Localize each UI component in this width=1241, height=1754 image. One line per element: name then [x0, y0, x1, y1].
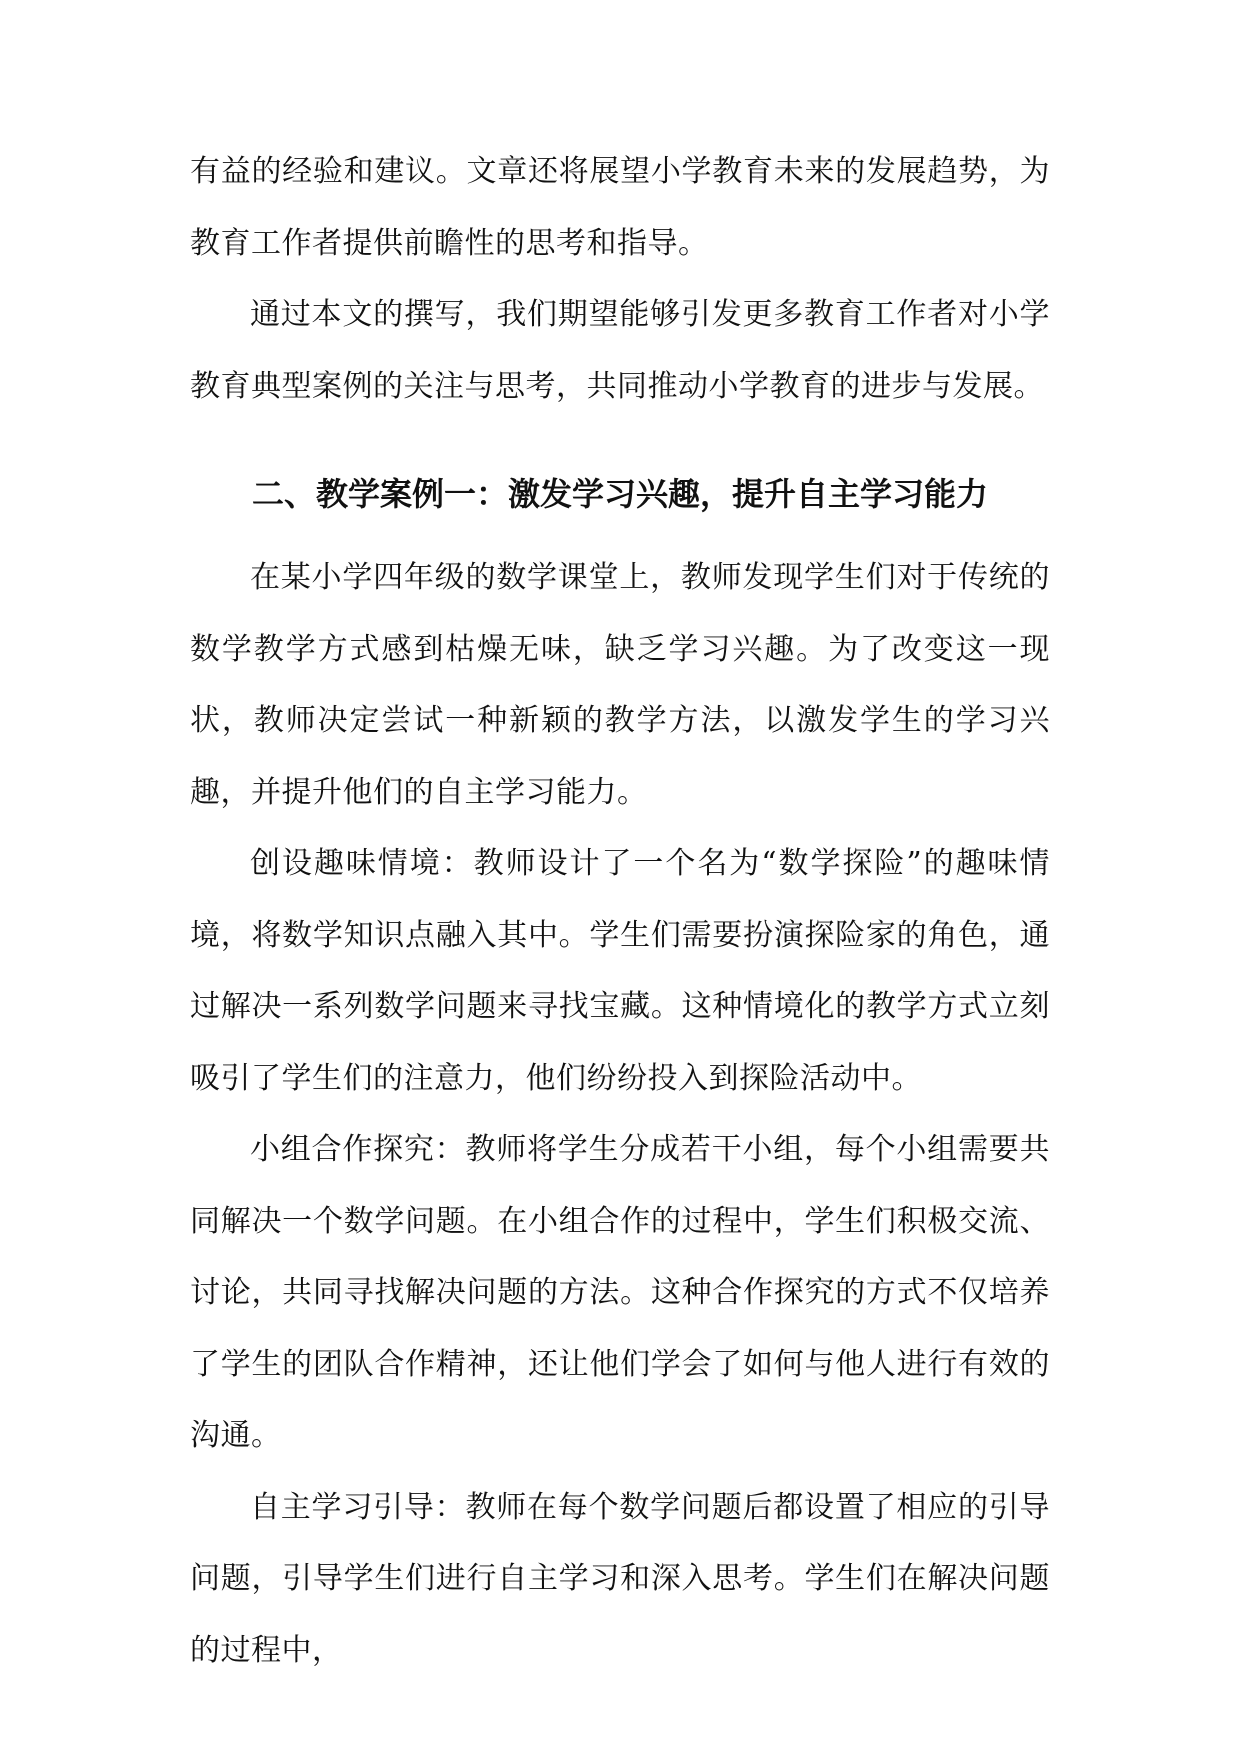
- paragraph-fun-scenario: 创设趣味情境：教师设计了一个名为“数学探险”的趣味情境，将数学知识点融入其中。学生们需要扮演探险家的角色，通过解决一系列数学问题来寻找宝藏。这种情境化的教学方式立刻吸引了学生们的注意力，他们纷纷投入到探险活动中。: [190, 846, 1050, 1096]
- document-body: [190, 136, 1050, 1686]
- paragraph-continuation: 有益的经验和建议。文章还将展望小学教育未来的发展趋势，为教育工作者提供前瞻性的思考和指导。: [190, 154, 1050, 261]
- section-heading: 二、教学案例一：激发学习兴趣，提升自主学习能力: [251, 475, 988, 513]
- paragraph-group-work: 小组合作探究：教师将学生分成若干小组，每个小组需要共同解决一个数学问题。在小组合作的过程中，学生们积极交流、讨论，共同寻找解决问题的方法。这种合作探究的方式不仅培养了学生的团队合作精神，还让他们学会了如何与他人进行有效的沟通。: [190, 1132, 1050, 1453]
- paragraph-purpose: 通过本文的撰写，我们期望能够引发更多教育工作者对小学教育典型案例的关注与思考，共同推动小学教育的进步与发展。: [190, 297, 1050, 404]
- paragraph-self-study: 自主学习引导：教师在每个数学问题后都设置了相应的引导问题，引导学生们进行自主学习和深入思考。学生们在解决问题的过程中，: [190, 1489, 1050, 1668]
- paragraph-case-intro: 在某小学四年级的数学课堂上，教师发现学生们对于传统的数学教学方式感到枯燥无味，缺乏学习兴趣。为了改变这一现状，教师决定尝试一种新颖的教学方法，以激发学生的学习兴趣，并提升他们的自主学习能力。: [190, 560, 1050, 810]
